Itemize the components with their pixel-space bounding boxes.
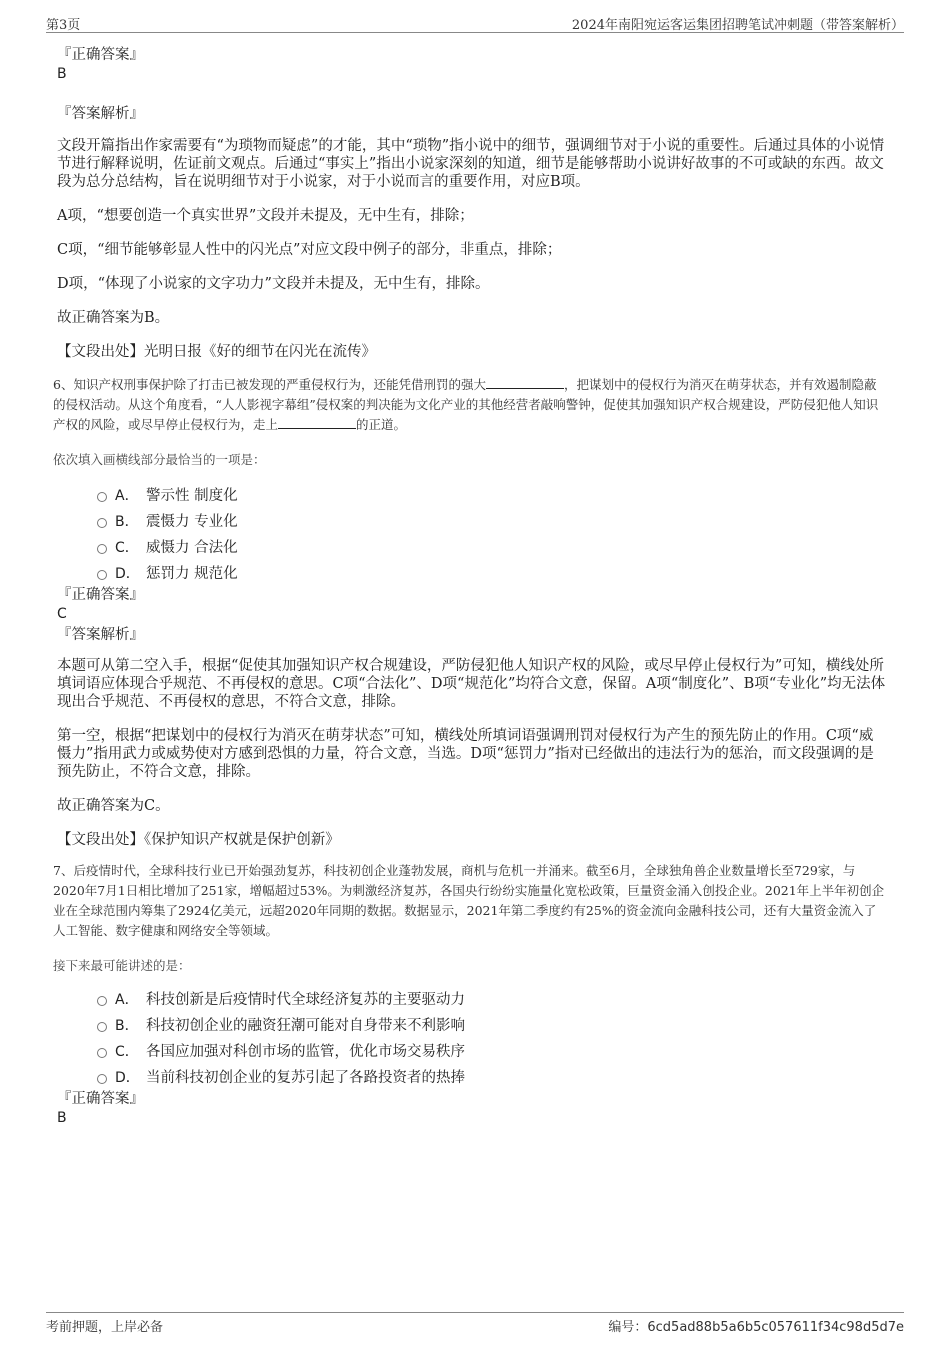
q5-answer: B	[57, 66, 67, 82]
radio-button[interactable]	[97, 1074, 107, 1084]
q6-options	[57, 486, 887, 590]
radio-button[interactable]	[97, 996, 107, 1006]
q5-analysis-paragraph: D项，“体现了小说家的文字功力”文段并未提及，无中生有，排除。	[57, 276, 490, 292]
document-title: 2024年南阳宛运客运集团招聘笔试冲刺题（带答案解析）	[571, 18, 904, 33]
q6-answer: C	[57, 606, 67, 622]
q6-option-a[interactable]: A． 警示性 制度化	[57, 486, 887, 512]
q7-option-a[interactable]: A． 科技创新是后疫情时代全球经济复苏的主要驱动力	[57, 990, 887, 1016]
page-footer	[46, 1312, 904, 1333]
footer-slogan: 考前押题，上岸必备	[46, 1320, 164, 1335]
q5-analysis-paragraph: 文段开篇指出作家需要有“为琐物而疑虑”的才能，其中“琐物”指小说中的细节，强调细节对于小说的重要性。后通过具体的小说情节进行解释说明，佐证前文观点。后通过“事实上”指出小说家深刻的知道，细节是能够帮助小说讲好故事的不可或缺的东西。故文段为总分总结构，旨在说明细节对于小说家，对于小说而言的重要作用，对应B项。	[57, 138, 885, 190]
q7-answer-label: 『正确答案』	[57, 1091, 144, 1107]
q5-analysis-paragraph: A项，“想要创造一个真实世界”文段并未提及，无中生有，排除；	[57, 208, 474, 224]
q6-analysis-paragraph: 第一空，根据“把谋划中的侵权行为消灭在萌芽状态”可知，横线处所填词语强调刑罚对侵权行为产生的预先防止的作用。C项“威慑力”指用武力或威势使对方感到恐惧的力量，符合文意，当选。D项“惩罚力”指对已经做出的违法行为的惩治，而文段强调的是预先防止，不符合文意，排除。	[57, 728, 874, 780]
q6-analysis-paragraph: 本题可从第二空入手，根据“促使其加强知识产权合规建设，严防侵犯他人知识产权的风险，或尽早停止侵权行为”可知，横线处所填词语应体现合乎规范、不再侵权的意思。C项“合法化”、D项“规范化”均符合文意，保留。A项“制度化”、B项“专业化”均无法体现出合乎规范、不再侵权的意思，不符合文意，排除。	[57, 658, 886, 710]
radio-button[interactable]	[97, 544, 107, 554]
q5-analysis-paragraph: 故正确答案为B。	[57, 310, 170, 326]
q6-answer-label: 『正确答案』	[57, 587, 144, 603]
radio-button[interactable]	[97, 1022, 107, 1032]
q7-option-b[interactable]: B． 科技初创企业的融资狂潮可能对自身带来不利影响	[57, 1016, 887, 1042]
q7-prompt: 接下来最可能讲述的是：	[53, 958, 191, 973]
q6-option-d[interactable]: D． 惩罚力 规范化	[57, 564, 887, 590]
q7-option-c[interactable]: C． 各国应加强对科创市场的监管，优化市场交易秩序	[57, 1042, 887, 1068]
q6-analysis-paragraph: 故正确答案为C。	[57, 798, 170, 814]
q6-analysis-label: 『答案解析』	[57, 627, 144, 643]
q6-question-text: 6、知识产权刑事保护除了打击已被发现的严重侵权行为，还能凭借刑罚的强大 ，把谋划中的侵权行为消灭在萌芽状态，并有效遏制隐蔽的侵权活动。从这个角度看，“人人影视字幕组”侵权案的判决能为文化产业的其他经营者敲响警钟，促使其加强知识产权合规建设，严防侵犯他人知识产权的风险，或尽早停止侵权行为，走上 的正道。	[53, 377, 879, 432]
q6-blank-2	[278, 416, 356, 429]
q7-options	[57, 990, 887, 1094]
q6-option-c[interactable]: C． 威慑力 合法化	[57, 538, 887, 564]
q7-answer: B	[57, 1110, 67, 1126]
q6-source: 【文段出处】《保护知识产权就是保护创新》	[57, 832, 340, 848]
q5-source: 【文段出处】光明日报《好的细节在闪光在流传》	[57, 344, 376, 360]
radio-button[interactable]	[97, 518, 107, 528]
page-number: 第3页	[46, 18, 81, 33]
q7-question-text: 7、后疫情时代，全球科技行业已开始强劲复苏，科技初创企业蓬勃发展，商机与危机一并涌来。截至6月，全球独角兽企业数量增长至729家，与2020年7月1日相比增加了251家，增幅超过53%。为刺激经济复苏，各国央行纷纷实施量化宽松政策，巨量资金涌入创投企业。2021年上半年初创企业在全球范围内筹集了2924亿美元，远超2020年同期的数据。数据显示，2021年第二季度约有25%的资金流向金融科技公司，还有大量资金流入了人工智能、数字健康和网络安全等领域。	[53, 863, 885, 938]
q6-blank-1	[486, 376, 564, 389]
q6-option-b[interactable]: B． 震慑力 专业化	[57, 512, 887, 538]
q5-analysis-paragraph: C项，“细节能够彰显人性中的闪光点”对应文段中例子的部分，非重点，排除；	[57, 242, 562, 258]
page-content	[53, 46, 887, 1127]
page-header	[46, 12, 904, 33]
q5-answer-label: 『正确答案』	[57, 47, 144, 63]
q5-analysis-label: 『答案解析』	[57, 106, 144, 122]
radio-button[interactable]	[97, 570, 107, 580]
q6-prompt: 依次填入画横线部分最恰当的一项是：	[53, 452, 266, 467]
q7-option-d[interactable]: D． 当前科技初创企业的复苏引起了各路投资者的热捧	[57, 1068, 887, 1094]
radio-button[interactable]	[97, 1048, 107, 1058]
document-code: 编号：6cd5ad88b5a6b5c057611f34c98d5d7e	[608, 1320, 904, 1335]
radio-button[interactable]	[97, 492, 107, 502]
